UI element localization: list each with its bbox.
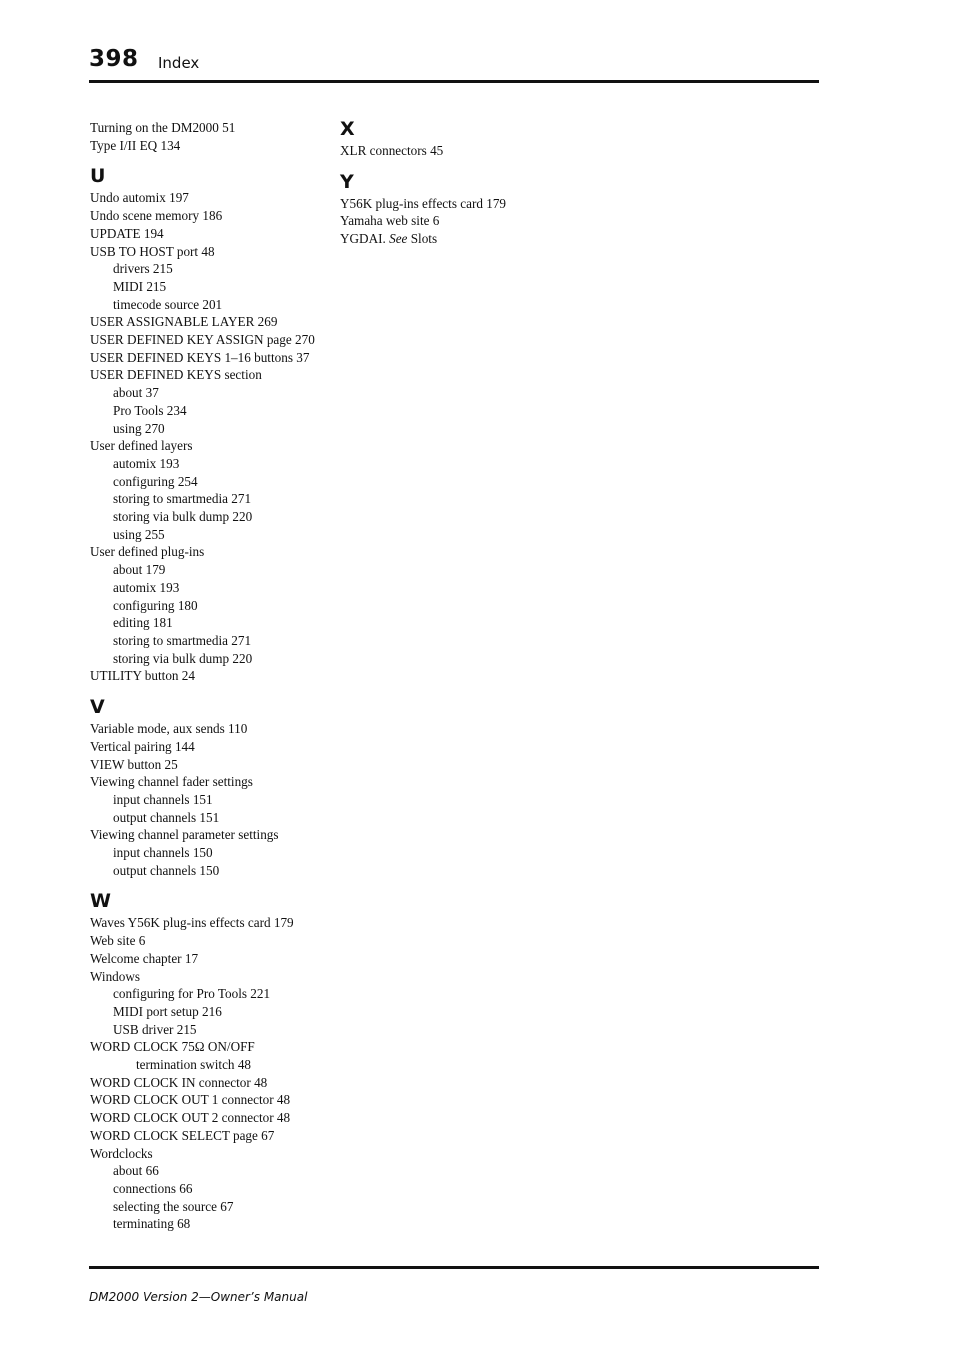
index-subentry: automix 193 bbox=[113, 579, 180, 595]
index-entry: USB TO HOST port 48 bbox=[90, 243, 215, 259]
index-group-w bbox=[90, 914, 330, 1233]
index-entry: WORD CLOCK OUT 1 connector 48 bbox=[90, 1092, 291, 1108]
index-subentry: output channels 151 bbox=[113, 809, 220, 825]
index-entry: Undo scene memory 186 bbox=[90, 208, 223, 224]
index-entry: Undo automix 197 bbox=[90, 190, 189, 206]
index-subentry: storing to smartmedia 271 bbox=[113, 632, 252, 648]
index-letter-w: W bbox=[90, 890, 111, 913]
index-entry: UPDATE 194 bbox=[90, 225, 164, 241]
index-entry: Wordclocks bbox=[90, 1145, 153, 1161]
index-subentry: USB driver 215 bbox=[113, 1021, 197, 1037]
see-target: Slots bbox=[407, 231, 438, 247]
index-letter-y: Y bbox=[340, 170, 354, 193]
index-entry: User defined layers bbox=[90, 438, 193, 454]
index-entry: USER DEFINED KEY ASSIGN page 270 bbox=[90, 332, 315, 348]
index-subentry: storing via bulk dump 220 bbox=[113, 650, 253, 666]
footer-manual-title: DM2000 Version 2—Owner’s Manual bbox=[89, 1290, 308, 1304]
index-subentry: about 66 bbox=[113, 1163, 159, 1179]
index-group-u bbox=[90, 189, 330, 685]
index-subentry: terminating 68 bbox=[113, 1216, 191, 1232]
index-column-right bbox=[340, 118, 580, 248]
index-subentry: editing 181 bbox=[113, 615, 173, 631]
index-entry: WORD CLOCK IN connector 48 bbox=[90, 1074, 268, 1090]
index-group-x bbox=[340, 142, 580, 160]
section-title: Index bbox=[158, 54, 200, 72]
index-group-y bbox=[340, 195, 580, 230]
index-subentry: MIDI port setup 216 bbox=[113, 1003, 222, 1019]
index-entry-ygdai bbox=[340, 230, 580, 248]
index-subentry: configuring for Pro Tools 221 bbox=[113, 986, 271, 1002]
index-entry: XLR connectors 45 bbox=[340, 143, 444, 158]
index-entry: Web site 6 bbox=[90, 933, 146, 949]
index-entry: Yamaha web site 6 bbox=[340, 213, 440, 229]
index-subentry: Pro Tools 234 bbox=[113, 402, 187, 418]
index-entry: Y56K plug-ins effects card 179 bbox=[340, 195, 507, 211]
index-entry: WORD CLOCK 75Ω ON/OFF bbox=[90, 1039, 255, 1055]
index-entry: USER DEFINED KEYS section bbox=[90, 367, 262, 383]
index-subentry: output channels 150 bbox=[113, 862, 220, 878]
index-subentry: connections 66 bbox=[113, 1180, 193, 1196]
index-entry: UTILITY button 24 bbox=[90, 668, 195, 684]
ygdai-term: YGDAI. bbox=[340, 231, 390, 247]
index-subentry: configuring 180 bbox=[113, 597, 198, 613]
index-entry: Windows bbox=[90, 968, 141, 984]
index-entry: Welcome chapter 17 bbox=[90, 950, 199, 966]
index-subentry: timecode source 201 bbox=[113, 296, 223, 312]
index-entry: USER ASSIGNABLE LAYER 269 bbox=[90, 314, 278, 330]
index-subentry: termination switch 48 bbox=[136, 1057, 252, 1073]
index-subentry: storing to smartmedia 271 bbox=[113, 491, 252, 507]
index-entry: User defined plug-ins bbox=[90, 544, 205, 560]
index-entry: Viewing channel fader settings bbox=[90, 774, 253, 790]
index-subentry: input channels 150 bbox=[113, 845, 213, 861]
index-subentry: storing via bulk dump 220 bbox=[113, 509, 253, 525]
index-subentry: automix 193 bbox=[113, 455, 180, 471]
index-group-t bbox=[90, 119, 330, 154]
index-subentry: using 270 bbox=[113, 420, 165, 436]
footer-rule bbox=[89, 1266, 819, 1269]
index-entry: WORD CLOCK SELECT page 67 bbox=[90, 1127, 275, 1143]
index-entry: Vertical pairing 144 bbox=[90, 738, 195, 754]
index-subentry: configuring 254 bbox=[113, 473, 198, 489]
index-subentry: about 179 bbox=[113, 562, 166, 578]
index-letter-u: U bbox=[90, 165, 106, 188]
header-rule bbox=[89, 80, 819, 83]
index-subentry: about 37 bbox=[113, 385, 159, 401]
index-entry: VIEW button 25 bbox=[90, 756, 178, 772]
index-subentry: MIDI 215 bbox=[113, 278, 167, 294]
index-subentry: selecting the source 67 bbox=[113, 1198, 234, 1214]
index-entry: USER DEFINED KEYS 1–16 buttons 37 bbox=[90, 349, 310, 365]
index-entry: WORD CLOCK OUT 2 connector 48 bbox=[90, 1110, 291, 1126]
page-number: 398 bbox=[89, 46, 139, 72]
index-entry: Viewing channel parameter settings bbox=[90, 827, 279, 843]
see-reference: See bbox=[389, 231, 408, 247]
index-entry: Variable mode, aux sends 110 bbox=[90, 721, 248, 737]
index-entry: Waves Y56K plug-ins effects card 179 bbox=[90, 915, 294, 931]
index-group-v bbox=[90, 720, 330, 879]
index-subentry: drivers 215 bbox=[113, 261, 173, 277]
index-subentry: using 255 bbox=[113, 526, 165, 542]
index-entry: Type I/II EQ 134 bbox=[90, 137, 181, 153]
index-column-left bbox=[90, 119, 330, 1233]
index-letter-x: X bbox=[340, 118, 355, 140]
index-subentry: input channels 151 bbox=[113, 791, 213, 807]
index-letter-v: V bbox=[90, 696, 105, 719]
index-entry: Turning on the DM2000 51 bbox=[90, 120, 236, 135]
